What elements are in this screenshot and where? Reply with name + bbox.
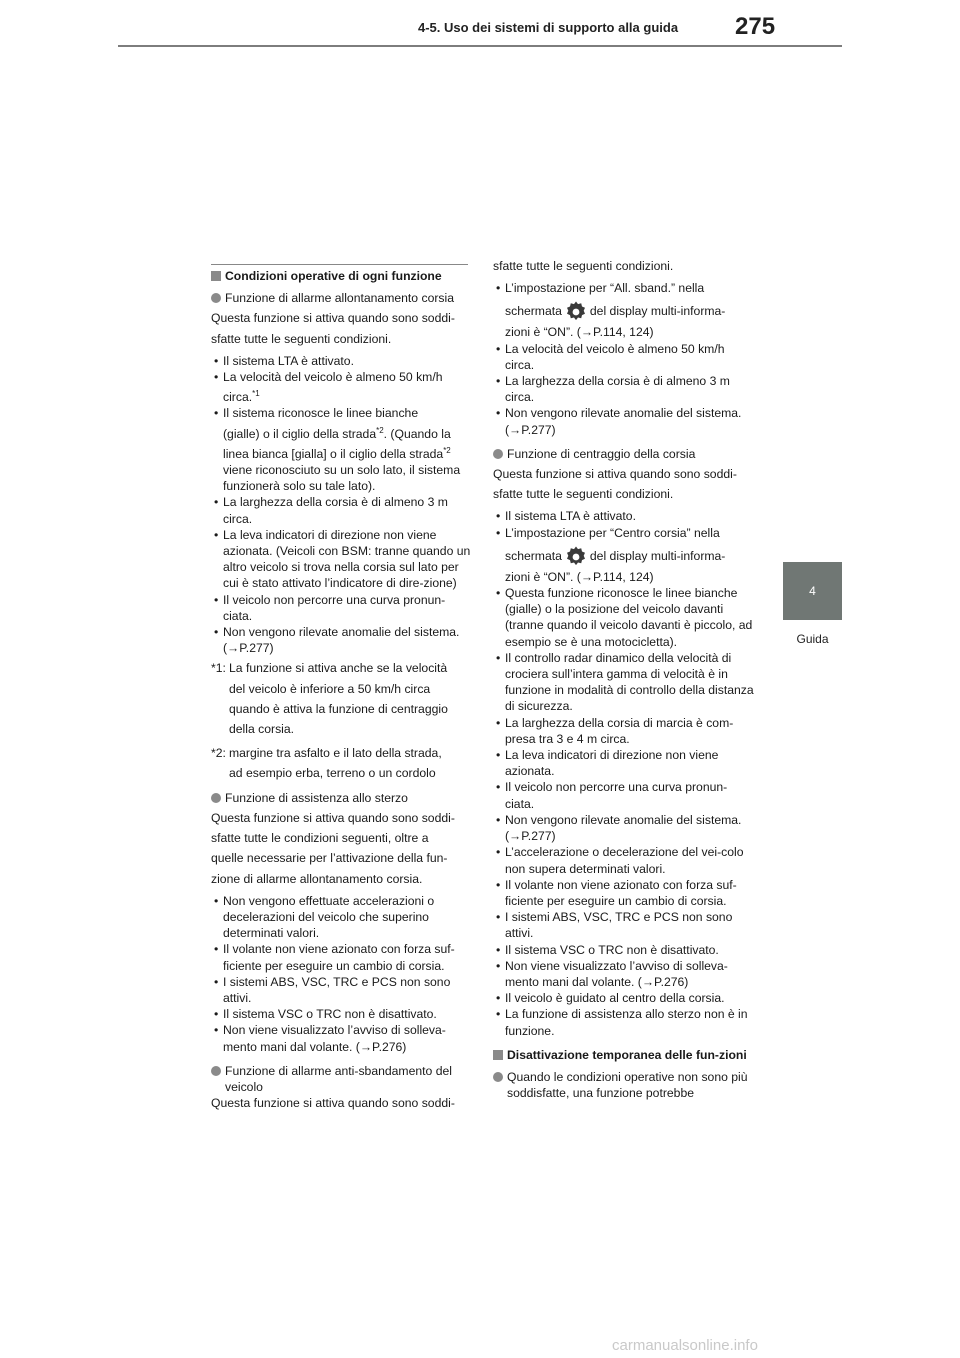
footnote-cont: ad esempio erba, terreno o un cordolo	[229, 766, 436, 781]
list-item: • Non vengono effettuate accelerazioni o decelerazioni del veicolo che superino determinati valori.	[214, 893, 435, 941]
function-title: Funzione di allarme allontanamento corsia	[211, 290, 473, 306]
list-item: • Il sistema LTA è attivato.	[214, 353, 354, 368]
list-item-cont: schermata del display multi-informa-	[493, 300, 755, 324]
footnote-cont: quando è attiva la funzione di centraggio	[229, 701, 448, 716]
list-item: • La larghezza della corsia è di almeno 3 m circa.	[496, 374, 730, 405]
function-title: Funzione di allarme anti-sbandamento del veicolo	[211, 1063, 473, 1095]
list-item-cont: zioni è “ON”. (→P.114, 124)	[505, 569, 654, 584]
right-column	[493, 258, 755, 1101]
list-item-cont: schermata del display multi-informa-	[493, 545, 755, 569]
watermark: carmanualsonline.info	[612, 1337, 758, 1354]
list-item-cont: (gialle) o il ciglio della strada$^{*2}$. (Quando la	[223, 425, 451, 441]
function-title: Funzione di centraggio della corsia	[493, 446, 755, 462]
list-item: • La larghezza della corsia di marcia è com-presa tra 3 e 4 m circa.	[496, 715, 734, 746]
list-item: • La leva indicatori di direzione non viene azionata.	[496, 748, 719, 779]
paragraph: sfatte tutte le seguenti condizioni.	[493, 259, 674, 273]
footnote-cont: del veicolo è inferiore a 50 km/h circa	[229, 681, 431, 696]
paragraph: sfatte tutte le condizioni seguenti, oltre a	[211, 831, 429, 846]
list-item: • Il veicolo non percorre una curva pronun-ciata.	[214, 592, 446, 623]
chapter-label: Guida	[796, 632, 829, 646]
list-item: • L’accelerazione o decelerazione del vei-colo non supera determinati valori.	[496, 845, 744, 876]
list-item: • Il controllo radar dinamico della velocità di crociera sull’intera gamma di velocità è in funzione in modalità di controllo della distanza di sicurezza.	[496, 650, 754, 714]
footnote: *1: La funzione si attiva anche se la velocità	[211, 661, 448, 676]
paragraph: zione di allarme allontanamento corsia.	[211, 871, 423, 886]
section-heading: Condizioni operative di ogni funzione	[211, 268, 473, 284]
function-title: Funzione di assistenza allo sterzo	[211, 790, 473, 806]
square-marker-icon	[493, 1050, 503, 1060]
left-column	[211, 268, 473, 1111]
section-title: 4-5. Uso dei sistemi di supporto alla guida	[418, 20, 679, 35]
gear-icon	[564, 545, 588, 569]
list-item-cont: zioni è “ON”. (→P.114, 124)	[505, 325, 654, 340]
list-item: • La funzione di assistenza allo sterzo non è in funzione.	[496, 1007, 748, 1038]
square-marker-icon	[211, 271, 221, 281]
paragraph: Questa funzione si attiva quando sono soddi-	[211, 1096, 455, 1111]
circle-bullet-icon	[211, 793, 221, 803]
list-item: • Non vengono rilevate anomalie del sistema. (→P.277)	[496, 406, 742, 437]
paragraph: Questa funzione si attiva quando sono soddi-	[211, 810, 455, 825]
paragraph: sfatte tutte le seguenti condizioni.	[493, 487, 674, 502]
list-item: • Il veicolo è guidato al centro della corsia.	[496, 991, 725, 1006]
list-item: • La leva indicatori di direzione non viene azionata. (Veicoli con BSM: tranne quando un altro veicolo si trova nella corsia sul lato per cui è stato attivato l’indicatore di dire-zione)	[214, 527, 471, 591]
list-item: • I sistemi ABS, VSC, TRC e PCS non sono attivi.	[214, 974, 451, 1005]
list-item: • Il volante non viene azionato con forza suf-ficiente per eseguire un cambio di corsia.	[496, 877, 737, 908]
list-item: • Il sistema LTA è attivato.	[496, 509, 636, 524]
paragraph: sfatte tutte le seguenti condizioni.	[211, 331, 392, 346]
circle-bullet-icon	[211, 1066, 221, 1076]
list-item: • L’impostazione per “Centro corsia” nella	[496, 525, 720, 540]
function-title: Quando le condizioni operative non sono più soddisfatte, una funzione potrebbe	[493, 1069, 755, 1101]
list-item: • Il sistema riconosce le linee bianche	[214, 406, 419, 421]
paragraph: quelle necessarie per l’attivazione della fun-	[211, 851, 448, 866]
list-item: • Il sistema VSC o TRC non è disattivato.	[214, 1007, 437, 1022]
list-item: • Non viene visualizzato l’avviso di solleva-mento mani dal volante. (→P.276)	[496, 958, 728, 989]
list-item: • Non vengono rilevate anomalie del sistema. (→P.277)	[214, 625, 460, 656]
footnote: *2: margine tra asfalto e il lato della strada,	[211, 746, 442, 761]
list-item-cont: circa.$^{*1}$	[223, 389, 260, 405]
list-item: • Non viene visualizzato l’avviso di solleva-mento mani dal volante. (→P.276)	[214, 1023, 446, 1054]
list-item: • Il volante non viene azionato con forza suf-ficiente per eseguire un cambio di corsia.	[214, 942, 455, 973]
footnote-cont: della corsia.	[229, 722, 295, 737]
list-item: • La velocità del veicolo è almeno 50 km/h	[214, 370, 443, 385]
list-item: • I sistemi ABS, VSC, TRC e PCS non sono attivi.	[496, 910, 733, 941]
paragraph: Questa funzione si attiva quando sono soddi-	[493, 467, 737, 482]
list-item: • L’impostazione per “All. sband.” nella	[496, 281, 705, 296]
paragraph: Questa funzione si attiva quando sono soddi-	[211, 311, 455, 326]
list-item: • La larghezza della corsia è di almeno 3 m circa.	[214, 495, 448, 526]
gear-icon	[564, 300, 588, 324]
circle-bullet-icon	[211, 293, 221, 303]
header-divider	[118, 45, 842, 47]
list-item: • Questa funzione riconosce le linee bianche (gialle) o la posizione del veicolo davanti (tranne quando il veicolo davanti è piccolo, ad esempio se è una motocicletta).	[496, 586, 753, 649]
circle-bullet-icon	[493, 449, 503, 459]
list-item: • La velocità del veicolo è almeno 50 km/h circa.	[496, 341, 725, 372]
section-divider	[211, 264, 468, 265]
list-item: • Non vengono rilevate anomalie del sistema. (→P.277)	[496, 812, 742, 844]
list-item-cont: linea bianca [gialla] o il ciglio della strada$^{*2}$ viene riconosciuto su un solo lato, il sistema funzionerà solo su tale lato).	[223, 445, 461, 494]
chapter-tab: 4	[783, 562, 842, 620]
list-item: • Il sistema VSC o TRC non è disattivato.	[496, 942, 719, 957]
circle-bullet-icon	[493, 1072, 503, 1082]
page-number: 275	[735, 13, 776, 40]
list-item: • Il veicolo non percorre una curva pronun-ciata.	[496, 780, 728, 811]
section-heading: Disattivazione temporanea delle fun-zioni	[493, 1047, 755, 1063]
